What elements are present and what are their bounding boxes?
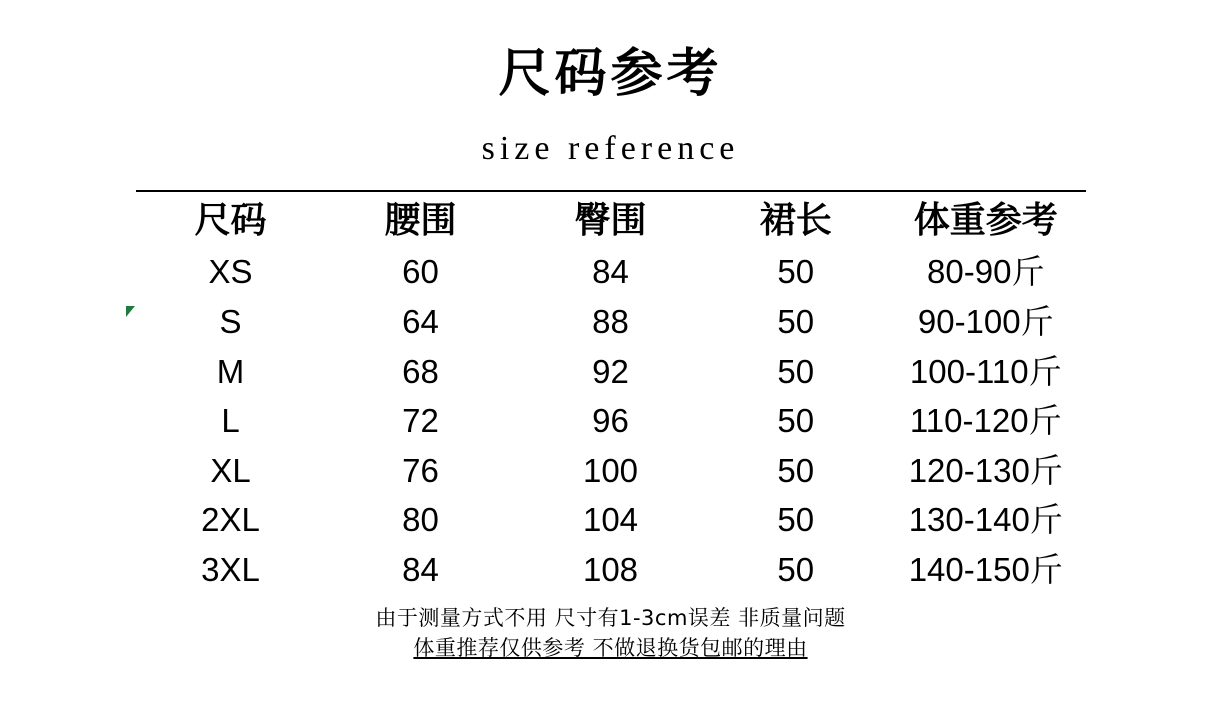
cell-waist: 72 [402,402,439,440]
cell-skirt-length: 50 [777,302,815,340]
cell-size: 2XL [201,501,260,539]
cell-hip: 96 [592,402,629,440]
page-title: 尺码参考 [498,44,723,104]
cell-skirt-length: 50 [777,253,815,291]
cell-hip: 100 [582,451,639,489]
table-header [136,191,1086,247]
cell-waist: 68 [402,352,439,390]
table-header-row [136,191,1086,247]
page-subtitle: size reference [481,130,740,167]
cell-waist: 76 [402,451,439,489]
cell-skirt-length: 50 [777,402,815,440]
cell-weight: 130-140斤 [908,501,1063,539]
column-header-waist: 腰围 [384,200,457,241]
column-header-weight-reference: 体重参考 [913,200,1058,241]
cell-waist: 80 [402,501,439,539]
note-weight-reference: 体重推荐仅供参考 不做退换货包邮的理由 [413,635,808,660]
cell-skirt-length: 50 [777,501,815,539]
cell-weight: 140-150斤 [908,550,1063,588]
cell-size: L [221,402,240,440]
cell-waist: 60 [402,253,439,291]
size-table-container [136,166,1086,595]
cell-hip: 108 [582,550,639,588]
cell-weight: 80-90斤 [927,253,1045,291]
cell-hip: 92 [592,352,629,390]
cell-weight: 110-120斤 [909,402,1062,440]
table-row [136,247,1086,297]
table-row [136,396,1086,446]
table-row [136,545,1086,595]
cell-size: M [216,352,245,390]
cell-weight: 100-110斤 [909,352,1062,390]
cell-waist: 64 [402,302,439,340]
cell-waist: 84 [402,550,439,588]
table-row [136,347,1086,397]
cell-size: XL [210,451,251,489]
cell-size: XS [208,253,253,291]
note-measurement-tolerance: 由于测量方式不用 尺寸有1-3cm误差 非质量问题 [375,605,846,630]
column-header-skirt-length: 裙长 [759,200,832,241]
cell-hip: 88 [592,302,629,340]
disclaimer-notes [0,595,1221,664]
table-body [136,247,1086,594]
table-row [136,446,1086,496]
cell-hip: 84 [592,253,629,291]
size-table [136,190,1086,595]
table-row [136,495,1086,545]
cell-weight: 120-130斤 [908,451,1063,489]
cell-size: 3XL [201,550,260,588]
cell-weight: 90-100斤 [917,302,1054,340]
cell-size: S [219,302,242,340]
cell-skirt-length: 50 [777,352,815,390]
cell-skirt-length: 50 [777,550,815,588]
corner-marker [126,306,135,317]
column-header-hip: 臀围 [574,200,647,241]
cell-hip: 104 [582,501,639,539]
cell-skirt-length: 50 [777,451,815,489]
table-row [136,297,1086,347]
column-header-size: 尺码 [194,200,267,241]
